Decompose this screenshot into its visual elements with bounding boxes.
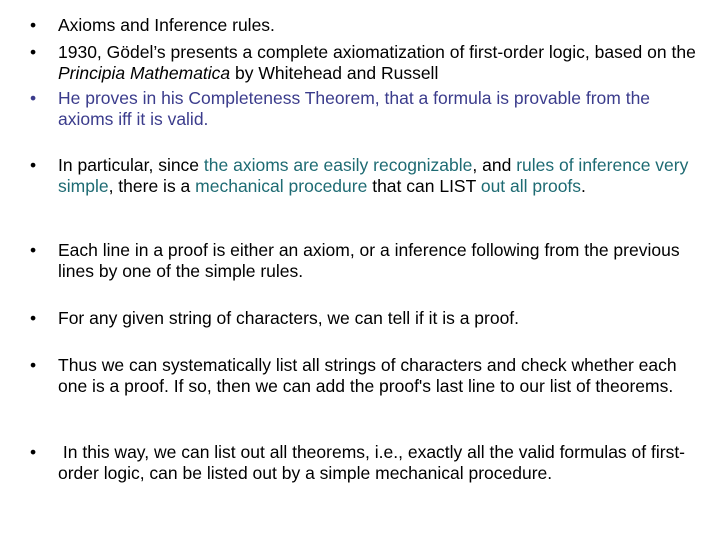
bullet-text: Each line in a proof is either an axiom, or a inference following from the previous lines by one of the simple rules. xyxy=(58,240,680,281)
bullet-text: He proves in his Completeness Theorem, that a formula is provable from the axioms iff it is valid. xyxy=(58,88,651,129)
bullet-text: For any given string of characters, we can tell if it is a proof. xyxy=(58,308,520,328)
bullet-text: In this way, we can list out all theorems, i.e., exactly all the valid formulas of first-order logic, can be listed out by a simple mechanical procedure. xyxy=(58,442,686,483)
bullet-dot: • xyxy=(30,42,37,62)
bullet-list-strings xyxy=(30,355,702,397)
bullet-text: 1930, Gödel’s presents a complete axiomatization of first-order logic, based on the Principia Mathematica by Whitehead and Russell xyxy=(58,42,696,83)
bullet-text: Thus we can systematically list all strings of characters and check whether each one is a proof. If so, then we can add the proof's last line to our list of theorems. xyxy=(58,355,677,396)
bullet-completeness xyxy=(30,88,702,130)
bullet-string-check xyxy=(30,308,702,329)
bullet-text: In particular, since the axioms are easily recognizable, and rules of inference very simple, there is a mechanical procedure that can LIST out all proofs. xyxy=(58,155,689,196)
bullet-dot: • xyxy=(30,442,37,462)
bullet-proof-lines xyxy=(30,240,702,282)
bullet-dot: • xyxy=(30,15,37,35)
bullet-dot: • xyxy=(30,308,37,328)
bullet-dot: • xyxy=(30,240,37,260)
bullet-axioms xyxy=(30,15,702,36)
principia-title: Principia Mathematica xyxy=(58,63,231,83)
bullet-text: Axioms and Inference rules. xyxy=(58,15,275,35)
bullet-list-theorems xyxy=(30,442,702,484)
bullet-dot: • xyxy=(30,155,37,175)
bullet-dot: • xyxy=(30,88,37,108)
bullet-dot: • xyxy=(30,355,37,375)
bullet-mechanical-procedure xyxy=(30,155,702,197)
bullet-godel-1930 xyxy=(30,42,702,84)
